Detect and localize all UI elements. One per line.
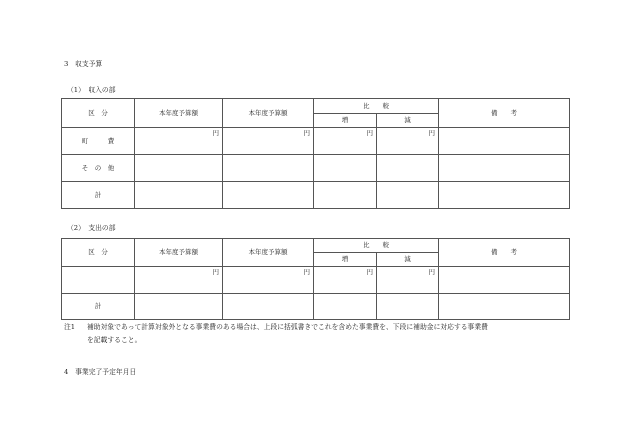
row-label: そ の 他 [62, 155, 135, 182]
yen-unit: 円 [135, 267, 223, 294]
value-cell [135, 182, 223, 209]
header-remarks: 備 考 [439, 239, 570, 267]
section-3-title: 3 収支予算 [64, 60, 103, 68]
value-cell [314, 294, 377, 320]
header-comparison: 比 較 [314, 239, 439, 253]
value-cell [377, 155, 439, 182]
footnote-line-1: 補助対象であって計算対象外となる事業費のある場合は、上段に括弧書きでこれを含めた事業費を、下段に補助金に対応する事業費 [87, 323, 488, 331]
header-comparison: 比 較 [314, 99, 439, 114]
value-cell [377, 294, 439, 320]
header-increase: 増 [314, 114, 377, 128]
row-label [62, 267, 135, 294]
header-category: 区 分 [62, 239, 135, 267]
footnote-prefix: 注1 [64, 323, 76, 331]
row-label: 町 費 [62, 128, 135, 155]
row-label: 計 [62, 294, 135, 320]
header-prev-year-budget: 本年度予算額 [223, 239, 314, 267]
remarks-cell [439, 128, 570, 155]
value-cell [223, 182, 314, 209]
value-cell [135, 294, 223, 320]
value-cell [377, 182, 439, 209]
income-section-title: （1） 収入の部 [67, 86, 116, 94]
expense-table [61, 238, 570, 320]
remarks-cell [439, 182, 570, 209]
table-row [62, 182, 570, 209]
income-table [61, 98, 570, 209]
value-cell [314, 182, 377, 209]
yen-unit: 円 [135, 128, 223, 155]
expense-section-title: （2） 支出の部 [67, 224, 116, 232]
remarks-cell [439, 267, 570, 294]
yen-unit: 円 [314, 267, 377, 294]
remarks-cell [439, 155, 570, 182]
header-this-year-budget: 本年度予算額 [135, 99, 223, 128]
table-row [62, 294, 570, 320]
value-cell [223, 294, 314, 320]
header-prev-year-budget: 本年度予算額 [223, 99, 314, 128]
section-4-title: 4 事業完了予定年月日 [64, 368, 137, 376]
footnote [64, 321, 564, 347]
table-row [62, 267, 570, 294]
table-row [62, 155, 570, 182]
yen-unit: 円 [223, 128, 314, 155]
header-category: 区 分 [62, 99, 135, 128]
yen-unit: 円 [377, 128, 439, 155]
header-this-year-budget: 本年度予算額 [135, 239, 223, 267]
header-decrease: 減 [377, 114, 439, 128]
header-increase: 増 [314, 253, 377, 267]
yen-unit: 円 [314, 128, 377, 155]
header-remarks: 備 考 [439, 99, 570, 128]
value-cell [135, 155, 223, 182]
header-decrease: 減 [377, 253, 439, 267]
yen-unit: 円 [223, 267, 314, 294]
value-cell [223, 155, 314, 182]
footnote-line-2: を記載すること。 [87, 336, 142, 344]
row-label: 計 [62, 182, 135, 209]
yen-unit: 円 [377, 267, 439, 294]
remarks-cell [439, 294, 570, 320]
value-cell [314, 155, 377, 182]
table-row [62, 128, 570, 155]
